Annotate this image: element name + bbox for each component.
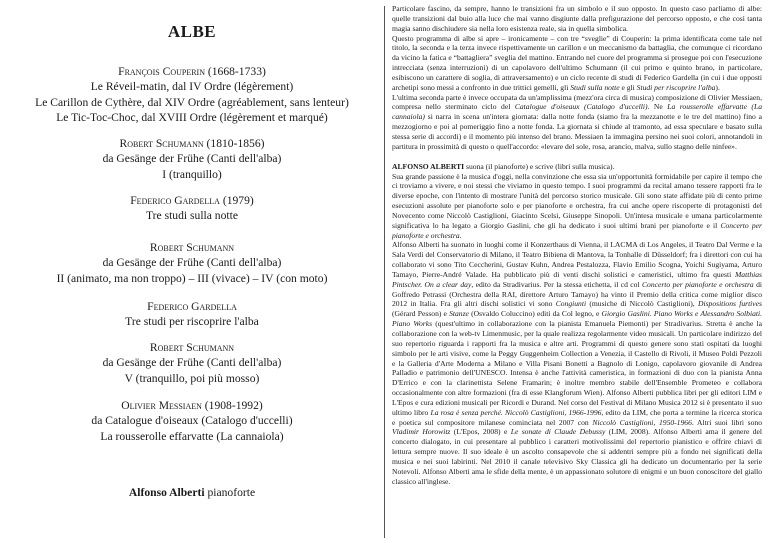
bio-text: ALFONSO ALBERTI: [392, 161, 465, 171]
bio-text: di Goffredo Petrassi (Orchestra della RAI, direttore Arturo Tamayo) ha vinto il Premio della critica come miglior disco 2012 in Italia. Fra gli altri dischi solistici vi sono: [392, 279, 762, 309]
program-item: [0, 340, 384, 386]
performer-role: pianoforte: [204, 486, 256, 499]
program-item: [0, 64, 384, 126]
composer-name: Federico Gardella: [147, 300, 237, 313]
program-item: [0, 299, 384, 330]
work-title: da Gesänge der Frühe (Canti dell'alba): [102, 356, 282, 370]
bio-text: , edito da Stradivarius. Per la stessa etichetta, il cd col: [471, 279, 642, 289]
notes-column: [392, 4, 762, 487]
work-title: La rousserolle effarvatte (La cannaiola): [100, 429, 284, 443]
bio-text: (Osvaldo Coluccino) editi da Col legno, e: [468, 309, 602, 319]
performer-name: Alfonso Alberti: [128, 486, 205, 499]
composer-name: Robert Schumann (1810-1856): [119, 137, 265, 150]
bio-text: Concerto per pianoforte e orchestra: [392, 220, 762, 240]
bio-text: Stanze: [449, 309, 469, 319]
performer-biography: [392, 162, 762, 487]
bio-text: La rosa è senza perché. Niccolò Castiglioni, 1966-1996: [430, 407, 602, 417]
composer-name: Robert Schumann: [149, 341, 235, 354]
notes-paragraph: Questo programma di albe si apre – ironicamente – con tre “sveglie” di Couperin: la prima identificata come tale nel titolo, la seconda e la terza invece rispettivamente un carillon e un meccanismo da battaglia, che comunque ci ricordano da vicino la fatica e “battagliera” sveglia del mattino. Entrando nel cuore del programma si prosegue poi con l'esecuzione intrecciata (senza interruzioni) di un capolavoro dell'ultimo Schumann (il cui primo e quinto brano, in particolare, esibiscono un carattere di soglia, di attraversamento) e un ciclo recente di studi di Federico Gardella (in cui i due opposti archetipi sono messi a confronto in due trittici gemelli, gli Studi sulla notte e gli Studi per riscoprire l'alba).: [392, 33, 762, 92]
work-title: V (tranquillo, poi più mosso): [124, 371, 260, 385]
bio-text: Sua grande passione è la musica d'oggi, nella convinzione che essa sia un'opportunità formidabile per capire il tempo che ci troviamo a vivere, e noi stessi che viviamo in questo tempo. I suoi programmi da recital amano tessere rapporti fra le diverse epoche, con l'intento di mostrare l'unità del percorso storico musicale. Gli sono state affidate più di cento prime esecuzioni assolute per pianoforte solo e per pianoforte e orchestra, fra cui anche opere riscoperte di protagonisti del Novecento come Niccolò Castiglioni, Giacinto Scelsi, Giuseppe Sinopoli. Un'intesa musicale e umana particolarmente significativa lo ha legato a Giorgio Gaslini, che gli ha dedicato i suoi ultimi brani per pianoforte e il: [392, 171, 762, 230]
program-item: [0, 398, 384, 444]
bio-text: (musiche di Niccolò Castiglioni),: [586, 299, 698, 309]
work-title: da Gesänge der Frühe (Canti dell'alba): [102, 152, 282, 166]
work-title: Tre studi per riscoprire l'alba: [125, 315, 259, 329]
work-title: Le Carillon de Cythère, dal XIV Ordre (agréablement, sans lenteur): [35, 95, 349, 109]
bio-text: Giorgio Gaslini. Piano Works e Alessandro Solbiati. Piano Works: [392, 309, 762, 329]
page-title: ALBE: [167, 22, 217, 41]
bio-text: , edito da LIM, che porta a termine la ricerca storica e poetica sul compositore milanese cominciata nel 2007 con: [392, 407, 762, 427]
work-title: I (tranquillo): [162, 167, 222, 181]
bio-text: (L'Epos, 2008) e: [450, 427, 511, 437]
notes-paragraph: L'ultima seconda parte è invece occupata da un'amplissima (mezz'ora circa di musica) composizione di Olivier Messiaen, compresa nello sterminato ciclo del Catalogue d'oiseaux (Catalogo d'uccelli). Ne La rousserolle effarvatte (La cannaiola) si narra in scena un'intera giornata: dalla notte fonda (siamo fra la mezzanotte e le tre del mattino) fino a mezzogiorno e poi al pomeriggio fino a notte fonda. La giornata si chiude al tramonto, ad essa speculare e basato sulla stessa serie di accordi) e il momento più intenso del brano. Messiaen la immagina persino nei suoi colori, annotandoli in partitura in prossimità di questo o quell'accordo: «levare del sole, rosa, arancio, malva, sullo stagno delle ninfee».: [392, 92, 762, 151]
work-title: Tre studi sulla notte: [145, 209, 238, 223]
program-item: [0, 240, 384, 286]
program-item: [0, 193, 384, 224]
bio-text: .: [459, 230, 462, 240]
column-divider: [384, 6, 385, 538]
bio-text: Congiunti: [555, 299, 587, 309]
bio-text: . Altri suoi libri sono: [691, 417, 762, 427]
bio-text: suona (il pianoforte) e scrive (libri sulla musica).: [464, 161, 615, 171]
work-title: Le Tic-Toc-Choc, dal XVIII Ordre (légèrement et marqué): [56, 111, 328, 125]
spacer: [392, 152, 762, 162]
composer-name: François Couperin (1668-1733): [118, 65, 266, 78]
work-title: da Gesänge der Frühe (Canti dell'alba): [102, 256, 282, 270]
bio-text: Le sonate di Claude Debussy: [510, 427, 606, 437]
work-title: Le Réveil-matin, dal IV Ordre (légèrement): [90, 80, 294, 94]
composer-name: Federico Gardella (1979): [130, 194, 254, 207]
performer-credit: [0, 486, 384, 499]
composer-name: Olivier Messiaen (1908-1992): [121, 399, 263, 412]
work-title: II (animato, ma non troppo) – III (vivace) – IV (con moto): [56, 271, 328, 285]
work-title: da Catalogue d'oiseaux (Catalogo d'uccelli): [91, 414, 293, 428]
bio-text: Dispositions furtives: [697, 299, 762, 309]
bio-text: Matthias Pintscher. On a clear day: [392, 269, 762, 289]
bio-text: (Gérard Pesson) e: [392, 309, 450, 319]
bio-text: Vladimir Horowitz: [392, 427, 451, 437]
bio-text: (LIM, 2008). Alfonso Alberti ama il genere del concerto dialogato, in cui presentare al pubblico i caratteri motivolissimi del repertorio pianistico e offrire chiavi di lettura sempre nuove. Il suo ideale è un ascolto consapevole che si addentri sempre più a fondo nei significati della musica e nei suoi labirinti. Nel 2010 il canale televisivo Sky Classica gli ha dedicato un documentario per la serie Notevoli. Alfonso Alberti ama le sfide della mente, è un appassionato solutore di enigmi e un buon conoscitore del giallo classico all'inglese.: [392, 427, 762, 486]
bio-text: Alfonso Alberti ha suonato in luoghi come il Konzerthaus di Vienna, il LACMA di Los Angeles, il Teatro Dal Verme e la Sala Verdi del Conservatorio di Milano, il Teatro Bibiena di Mantova, la Tonhalle di Düsseldorf; fra i direttori con cui ha collaborato vi sono Tito Ceccherini, Gustav Kuhn, Andrea Pestalozza, Flavio Emilio Scogna, Yoichi Sugiyama, Arturo Tamayo, Pierre-André Valade. Ha pubblicato più di venti dischi solistici e cameristici, ultimo fra questi: [392, 240, 762, 279]
bio-text: Niccolò Castiglioni, 1950-1966: [592, 417, 692, 427]
composer-name: Robert Schumann: [149, 241, 235, 254]
bio-text: Concerto per pianoforte e orchestra: [641, 279, 754, 289]
bio-text: (quest'ultimo in collaborazione con la pianista Emanuela Piemonti) per Stradivarius. Stretta è anche la collaborazione con la web-tv Limenmusic, per la quale realizza regolarmente video musicali. Un particolare indirizzo del suo repertorio riguarda i rapporti fra la musica e altre arti. Programmi di questo genere sono stati ospitati da luoghi simbolo per le arti visive, come la Peggy Guggenheim Collection a Venezia, il Castello di Rivoli, il Museo Poldi Pezzoli e la Galleria d'Arte Moderna a Milano e Villa Pisani Bonetti a Bagnolo di Lonigo, capolavoro giovanile di Andrea Palladio e patrimonio dell'UNESCO. Intensa è anche l'attività cameristica, in formazioni di duo con la pianista Anna D'Errico e con la clarinettista Selene Framarin; è inoltre membro stabile dell'Ensemble Prometeo e collabora occasionalmente con altre formazioni (fra di esse Klangforum Wien). Alfonso Alberti pubblica libri per gli editori LIM e L'Epos e cura edizioni musicali per Ricordi e Durand. Nel corso del Festival di Milano Musica 2012 si è presentato il suo ultimo libro: [392, 319, 762, 417]
notes-paragraph: Particolare fascino, da sempre, hanno le transizioni fra un simbolo e il suo opposto. In questo caso parliamo di albe: quelle transizioni dal buio alla luce che mai vanno disgiunte dalla prefigurazione del percorso opposto, e che così tanta magia sanno dischiudere sia nella loro esistenza reale, sia in quella simbolica.: [392, 4, 762, 33]
program-item: [0, 136, 384, 182]
